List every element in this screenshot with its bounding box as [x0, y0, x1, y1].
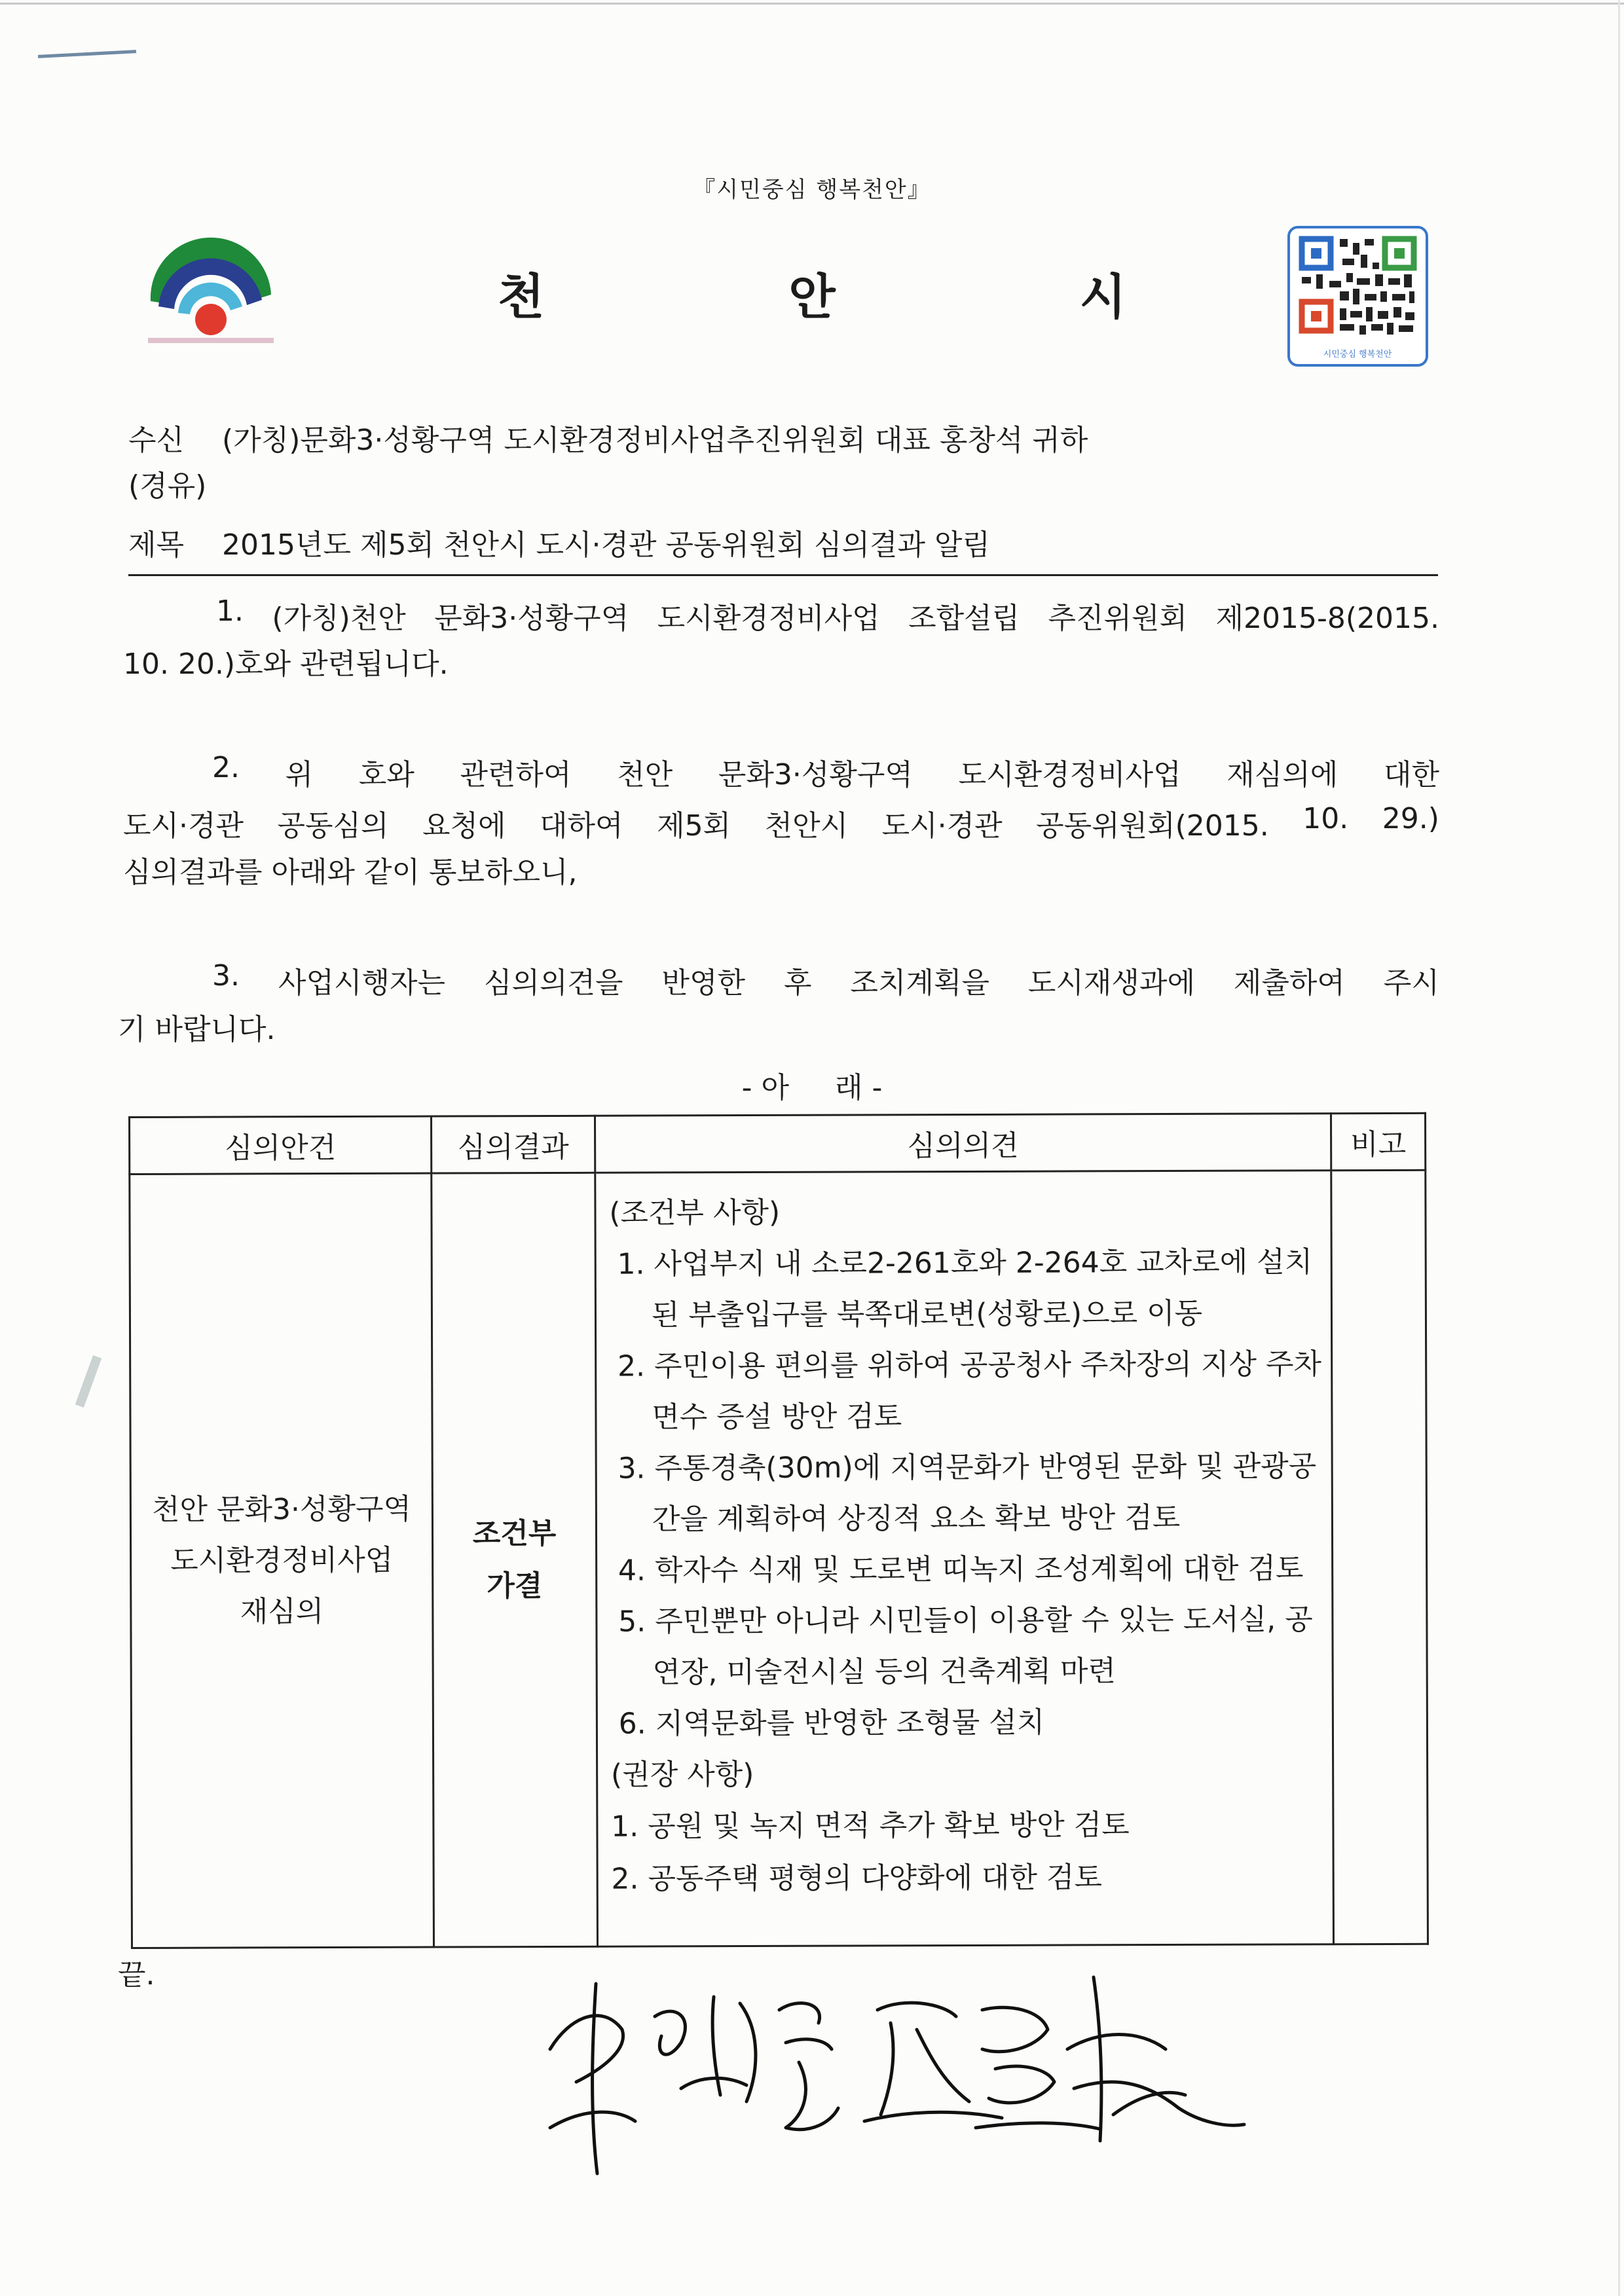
result-cell [432, 1173, 597, 1947]
word: 도시환경정비사업 [657, 602, 880, 635]
qr-caption: 시민중심 행복천안 [1323, 350, 1392, 359]
subject-row [128, 521, 990, 563]
conditional-heading: (조건부 사항) [609, 1195, 781, 1230]
recipient-value: (가칭)문화3·성황구역 도시환경정비사업추진위원회 대표 홍창석 귀하 [222, 424, 1088, 457]
header-opinion: 심의의견 [595, 1114, 1331, 1173]
paragraph-3-line-2: 기 바랍니다. [118, 1013, 276, 1046]
end-mark: 끝. [118, 1958, 155, 1992]
agenda-line: 천안 문화3·성황구역 [151, 1492, 412, 1527]
header-result: 심의결과 [432, 1116, 595, 1173]
recommended-item: 1. 공원 및 녹지 면적 추가 확보 방안 검토 [611, 1808, 1130, 1844]
recommended-heading: (권장 사항) [610, 1758, 754, 1792]
cheonan-city-emblem-icon [139, 223, 283, 347]
subject-label: 제목 [128, 528, 185, 562]
word: 도시·경관 [881, 809, 1003, 843]
scan-top-edge [0, 3, 1624, 5]
scan-mark [38, 50, 136, 58]
paragraph-3-line-1 [212, 959, 1439, 1001]
opinion-cell [595, 1171, 1334, 1947]
word: 3. [212, 959, 240, 993]
word: 사업시행자는 [278, 966, 445, 1000]
word: 제5회 [657, 809, 731, 843]
conditional-item: 5. 주민뿐만 아니라 시민들이 이용할 수 있는 도서실, 공연장, 미술전시실 등의 건축계획 마련 [618, 1603, 1313, 1690]
conditional-item: 4. 학자수 식재 및 도로변 띠녹지 조성계획에 대한 검토 [618, 1552, 1304, 1588]
org-title-char: 시 [1079, 269, 1126, 325]
recipient-label: 수신 [128, 424, 185, 457]
word: 천안 [617, 758, 673, 792]
word: 추진위원회 [1048, 602, 1188, 635]
word: 29.) [1382, 802, 1439, 835]
word: 조치계획을 [850, 966, 989, 1000]
paragraph-1-line-1 [216, 594, 1439, 636]
scan-smudge [75, 1355, 102, 1408]
word: 후 [783, 966, 812, 1000]
word: 공동심의 [277, 809, 389, 843]
word: 위 [285, 758, 314, 792]
agenda-line: 재심의 [240, 1594, 324, 1628]
header-remarks: 비고 [1331, 1113, 1426, 1170]
subject-value: 2015년도 제5회 천안시 도시·경관 공동위원회 심의결과 알림 [222, 528, 990, 562]
recommended-item: 2. 공동주택 평형의 다양화에 대한 검토 [611, 1861, 1103, 1896]
word: 대한 [1383, 758, 1439, 792]
org-title-char: 천 [498, 269, 545, 325]
scan-right-edge [1618, 0, 1620, 2296]
word: 반영한 [661, 966, 745, 1000]
word: 호와 [358, 758, 415, 792]
result-line: 조건부 [472, 1516, 557, 1550]
chairman-signature [524, 1958, 1270, 2180]
slogan: 『시민중심 행복천안』 [693, 177, 931, 203]
word: 10. [1302, 802, 1349, 835]
word: 1. [216, 594, 244, 628]
qr-code [1287, 226, 1428, 367]
remarks-cell [1331, 1170, 1428, 1944]
word: 제2015-8(2015. [1215, 602, 1439, 635]
word: 재심의에 [1227, 758, 1338, 792]
agenda-line: 도시환경정비사업 [170, 1543, 394, 1578]
conditional-item: 1. 사업부지 내 소로2-261호와 2-264호 교차로에 설치된 부출입구를 북쪽대로변(성황로)으로 이동 [617, 1245, 1313, 1332]
review-table [128, 1112, 1429, 1949]
section-title: - 아 래 - [741, 1071, 883, 1104]
word: 문화3·성황구역 [434, 602, 629, 635]
paragraph-2-line-3: 심의결과를 아래와 같이 통보하오니, [123, 856, 578, 889]
table-row [130, 1170, 1428, 1948]
conditional-item: 3. 주통경축(30m)에 지역문화가 반영된 문화 및 관광공간을 계획하여 상징적 요소 확보 방안 검토 [618, 1449, 1317, 1537]
word: 도시환경정비사업 [958, 758, 1181, 792]
header-agenda: 심의안건 [130, 1116, 432, 1174]
word: 문화3·성황구역 [718, 758, 913, 792]
word: 도시재생과에 [1027, 966, 1195, 1000]
org-title-char: 안 [788, 269, 836, 325]
org-title [498, 259, 1126, 328]
word: 관련하여 [460, 758, 572, 792]
word: 조합설립 [908, 602, 1020, 635]
conditional-item: 2. 주민이용 편의를 위하여 공공청사 주차장의 지상 주차면수 증설 방안 검토 [617, 1347, 1322, 1434]
via-label: (경유) [128, 469, 207, 503]
word: 2. [212, 751, 240, 784]
paragraph-2-line-1 [212, 751, 1439, 793]
word: 제출하여 [1233, 966, 1345, 1000]
qr-code-icon [1287, 226, 1428, 367]
word: 요청에 [422, 809, 506, 843]
word: 천안시 [764, 809, 849, 843]
header-divider [128, 574, 1438, 576]
word: 심의의견을 [483, 966, 623, 1000]
paragraph-2-line-2 [123, 802, 1439, 844]
word: 공동위원회(2015. [1036, 809, 1269, 843]
result-line: 가결 [487, 1569, 543, 1603]
word: 도시·경관 [123, 809, 244, 843]
table-header-row [130, 1113, 1426, 1174]
conditional-item: 6. 지역문화를 반영한 조형물 설치 [618, 1705, 1045, 1741]
word: 대하여 [540, 809, 623, 843]
recipient-row [128, 416, 1088, 458]
word: (가칭)천안 [272, 602, 406, 635]
agenda-cell [130, 1173, 434, 1948]
paragraph-1-line-2: 10. 20.)호와 관련됩니다. [123, 647, 449, 681]
word: 주시 [1383, 966, 1439, 1000]
